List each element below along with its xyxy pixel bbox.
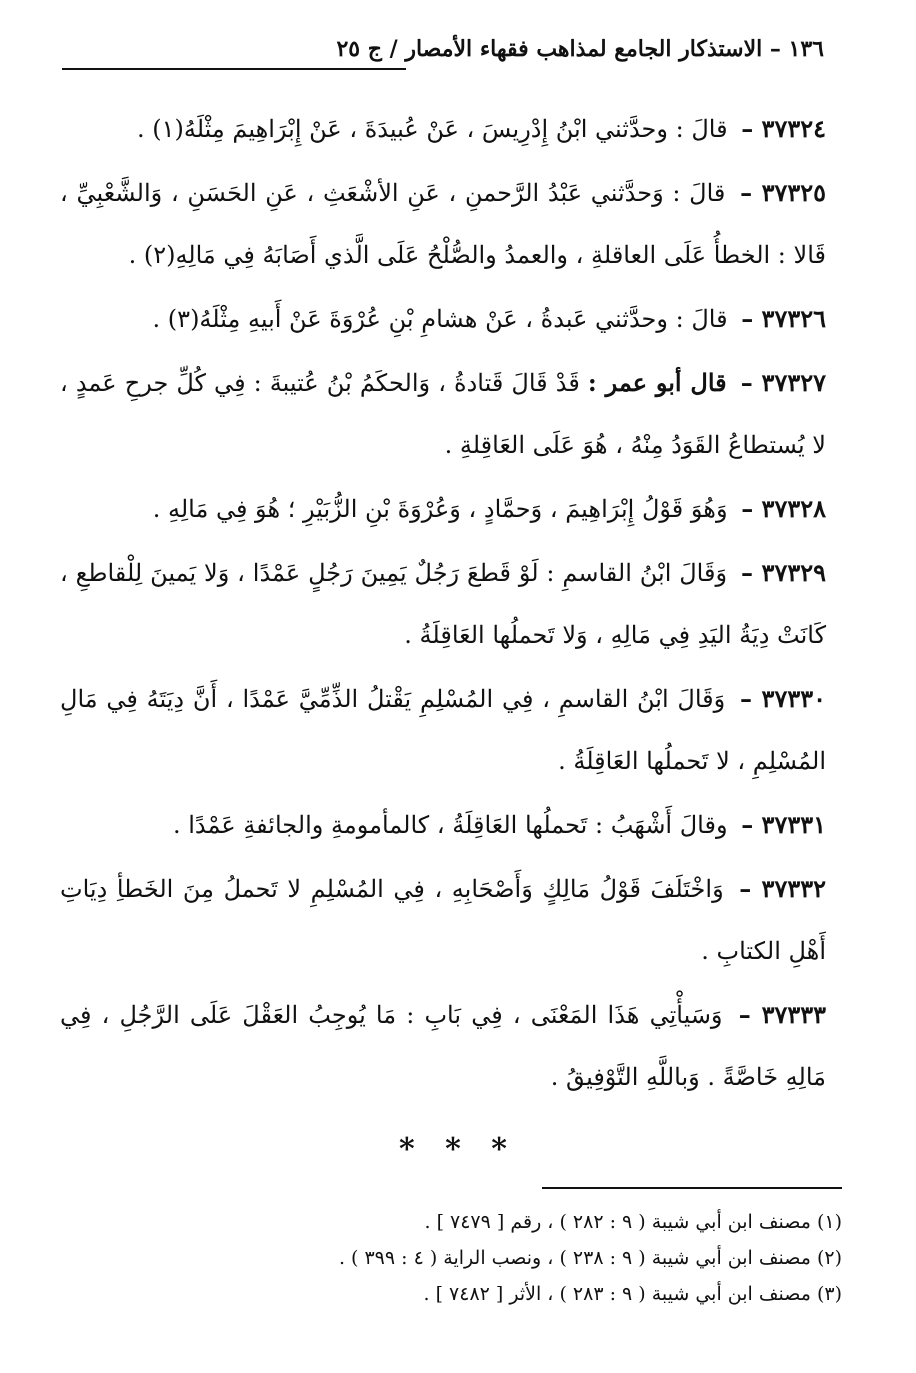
paragraph-number: ٣٧٣٣١ – <box>741 810 826 839</box>
paragraph-text: قَدْ قَالَ قَتادةُ ، وَالحكَمُ بْنُ عُتيبةَ : فِي كُلِّ جرحِ عَمدٍ ، لا يُستطاعُ القَوَدُ مِنْهُ ، هُوَ عَلَى العَاقِلةِ . <box>60 369 826 459</box>
paragraph-text: وَقَالَ ابْنُ القاسمِ : لَوْ قَطعَ رَجُلٌ يَمِينَ رَجُلٍ عَمْدًا ، وَلا يَمينَ لِلْقاطعِ ، كَانَتْ دِيَةُ اليَدِ فِي مَالِهِ ، وَلا تَحملُها العَاقِلَةُ . <box>60 559 826 649</box>
paragraph-number: ٣٧٣٢٦ – <box>741 304 826 333</box>
paragraph-number: ٣٧٣٣٣ – <box>738 1000 827 1029</box>
paragraph-text: وَهُوَ قَوْلُ إِبْرَاهِيمَ ، وَحمَّادٍ ، وَعُرْوَةَ بْنِ الزُّبَيْرِ ؛ هُوَ فِي مَالِهِ . <box>152 495 728 523</box>
paragraph-number: ٣٧٣٢٧ – <box>740 368 826 397</box>
paragraph-37329 <box>60 542 826 666</box>
paragraph-number: ٣٧٣٢٩ – <box>740 558 826 587</box>
paragraph-lead: قال أبو عمر : <box>587 368 727 397</box>
footnotes <box>62 1204 842 1312</box>
paragraph-37325 <box>60 162 826 286</box>
footnote-3: (٣) مصنف ابن أبي شيبة ( ٩ : ٢٨٣ ) ، الأثر [ ٧٤٨٢ ] . <box>423 1283 842 1305</box>
paragraph-37328 <box>60 478 826 540</box>
paragraph-37327 <box>60 352 826 476</box>
paragraph-37331 <box>60 794 826 856</box>
paragraph-number: ٣٧٣٢٥ – <box>740 178 827 207</box>
footnote-1: (١) مصنف ابن أبي شيبة ( ٩ : ٢٨٢ ) ، رقم [ ٧٤٧٩ ] . <box>424 1211 842 1233</box>
paragraph-37324 <box>60 98 826 160</box>
paragraph-37332 <box>60 858 826 982</box>
section-separator: * * * <box>399 1132 517 1167</box>
paragraph-text: وقالَ أَشْهَبُ : تَحملُها العَاقِلَةُ ، كالمأمومةِ والجائفةِ عَمْدًا . <box>172 811 728 839</box>
paragraph-number: ٣٧٣٢٨ – <box>741 494 826 523</box>
paragraph-number: ٣٧٣٣٢ – <box>739 874 826 903</box>
header-rule <box>62 68 406 70</box>
paragraph-text: قالَ : وحدَّثني ابْنُ إِدْرِيسَ ، عَنْ عُبيدَةَ ، عَنْ إِبْرَاهِيمَ مِثْلَهُ(١) . <box>136 115 728 143</box>
paragraph-text: وَاخْتَلَفَ قَوْلُ مَالِكٍ وَأَصْحَابِهِ ، فِي المُسْلِمِ لا تَحملُ مِنَ الخَطأِ دِيَاتِ أَهْلِ الكتابِ . <box>60 875 826 965</box>
running-header: ١٣٦ – الاستذكار الجامع لمذاهب فقهاء الأمصار / ج ٢٥ <box>336 36 824 62</box>
footnote-2: (٢) مصنف ابن أبي شيبة ( ٩ : ٢٣٨ ) ، ونصب الراية ( ٤ : ٣٩٩ ) . <box>338 1247 842 1269</box>
paragraph-37326 <box>60 288 826 350</box>
main-text <box>60 98 826 1110</box>
paragraph-number: ٣٧٣٢٤ – <box>741 114 826 143</box>
paragraph-text: قالَ : وَحدَّثني عَبْدُ الرَّحمنِ ، عَنِ الأشْعَثِ ، عَنِ الحَسَنِ ، وَالشَّعْبِيِّ ، قَالا : الخطأُ عَلَى العاقلةِ ، والعمدُ والصُّلْحُ عَلَى الَّذي أَصَابَهُ فِي مَالِهِ(٢) . <box>60 179 826 269</box>
paragraph-number: ٣٧٣٣٠ – <box>740 684 826 713</box>
paragraph-37330 <box>60 668 826 792</box>
footnote-rule <box>542 1187 842 1189</box>
paragraph-text: وَسَيأْتِي هَذَا المَعْنَى ، فِي بَابِ : مَا يُوجِبُ العَقْلَ عَلَى الرَّجُلِ ، فِي مَالِهِ خَاصَّةً . وَباللَّهِ التَّوْفِيقُ . <box>60 1001 826 1091</box>
paragraph-text: وَقَالَ ابْنُ القاسمِ ، فِي المُسْلِمِ يَقْتلُ الذِّمِّيَّ عَمْدًا ، أَنَّ دِيَتَهُ فِي مَالِ المُسْلِمِ ، لا تَحملُها العَاقِلَةُ . <box>60 685 826 775</box>
paragraph-37333 <box>60 984 826 1108</box>
paragraph-text: قالَ : وحدَّثني عَبدةُ ، عَنْ هشامِ بْنِ عُرْوَةَ عَنْ أَبيهِ مِثْلَهُ(٣) . <box>152 305 728 333</box>
